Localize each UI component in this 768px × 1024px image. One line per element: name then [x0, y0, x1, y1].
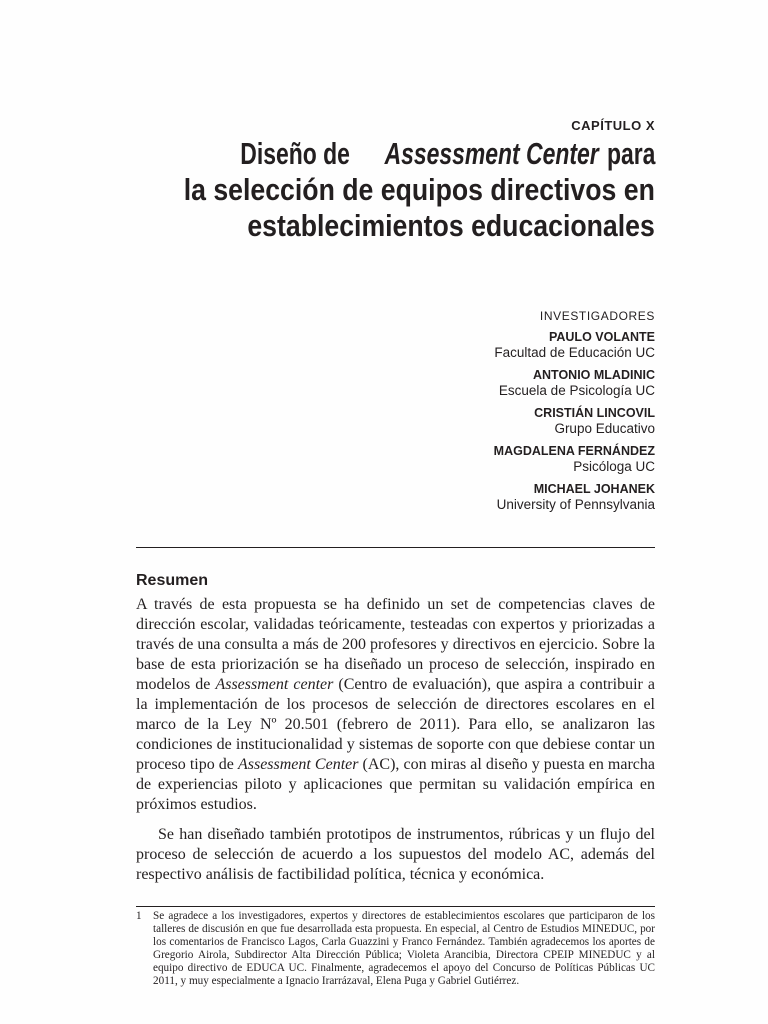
- researcher-affiliation: Grupo Educativo: [554, 421, 655, 436]
- researcher-entry: [235, 444, 655, 475]
- researcher-affiliation: University of Pennsylvania: [496, 497, 655, 512]
- title-line-3: [95, 208, 655, 244]
- title-text: la selección de equipos directivos en: [183, 172, 655, 207]
- researcher-affiliation: Escuela de Psicología UC: [498, 383, 655, 398]
- title-italic-text: Assessment Center: [384, 136, 599, 171]
- researcher-name: ANTONIO MLADINIC: [533, 368, 655, 382]
- footnote-text: Se agradece a los investigadores, expertos y directores de establecimientos escolares que participaron de los talleres de discusión en que fue desarrollada esta propuesta. En especial, al Centro de Estudios MINEDUC, por los comentarios de Francisco Lagos, Carla Guazzini y Franco Fernández. También agradecemos los aportes de Gregorio Airola, Subdirector Alta Dirección Pública; Violeta Arancibia, Directora CPEIP MINEDUC y al equipo directivo de EDUCA UC. Finalmente, agradecemos el apoyo del Concurso de Políticas Públicas UC 2011, y muy especialmente a Ignacio Irarrázaval, Elena Puga y Gabriel Gutiérrez.: [153, 910, 655, 988]
- researcher-affiliation: Facultad de Educación UC: [494, 345, 655, 360]
- researchers-block: [235, 309, 655, 513]
- researcher-entry: [235, 482, 655, 513]
- section-divider: [136, 547, 655, 548]
- abstract-body: [136, 595, 655, 885]
- footnote-divider: [136, 906, 655, 907]
- researcher-name: MAGDALENA FERNÁNDEZ: [493, 444, 655, 458]
- italic-term: Assessment Center: [237, 756, 359, 773]
- title-line-1: [95, 136, 655, 172]
- researcher-entry: [235, 330, 655, 361]
- italic-term: Assessment center: [215, 676, 334, 693]
- researchers-heading: INVESTIGADORES: [539, 309, 655, 323]
- title-line-2: [95, 172, 655, 208]
- paragraph-text: (AC), con miras al diseño y puesta en marcha de experiencias piloto y aplicaciones que permitan su validación empírica en próximos estudios.: [136, 756, 656, 813]
- researcher-entry: [235, 406, 655, 437]
- paragraph-text: A través de esta propuesta se ha definido un set de competencias claves de dirección escolar, validadas teóricamente, testeadas con expertos y priorizadas a través de una consulta a más de 200 profesores y directivos en ejercicio. Sobre la base de esta priorización se ha diseñado un proceso de selección, inspirado en modelos de: [136, 596, 655, 693]
- researcher-affiliation: Psicóloga UC: [573, 459, 655, 474]
- researcher-name: PAULO VOLANTE: [548, 330, 655, 344]
- abstract-paragraph-1: [136, 595, 655, 815]
- title-text: para: [606, 136, 655, 171]
- abstract-paragraph-2: Se han diseñado también prototipos de instrumentos, rúbricas y un flujo del proceso de selección de acuerdo a los supuestos del modelo AC, además del respectivo análisis de factibilidad política, técnica y económica.: [136, 826, 655, 883]
- title-text: Diseño de: [240, 136, 350, 171]
- paragraph-text: (Centro de evaluación), que aspira a contribuir a la implementación de los procesos de selección de directores escolares en el marco de la Ley Nº 20.501 (febrero de 2011). Para ello, se analizaron las condiciones de institucionalidad y sistemas de soporte con que debiese contar un proceso tipo de: [136, 676, 656, 773]
- footnote: [136, 910, 655, 989]
- researcher-entry: [235, 368, 655, 399]
- researcher-name: MICHAEL JOHANEK: [533, 482, 655, 496]
- abstract-heading: Resumen: [136, 572, 209, 589]
- chapter-label: CAPÍTULO X: [571, 118, 655, 133]
- title-text: establecimientos educacionales: [247, 208, 655, 243]
- footnote-number: 1: [136, 910, 142, 922]
- chapter-title: [95, 136, 655, 244]
- researcher-name: CRISTIÁN LINCOVIL: [534, 406, 655, 420]
